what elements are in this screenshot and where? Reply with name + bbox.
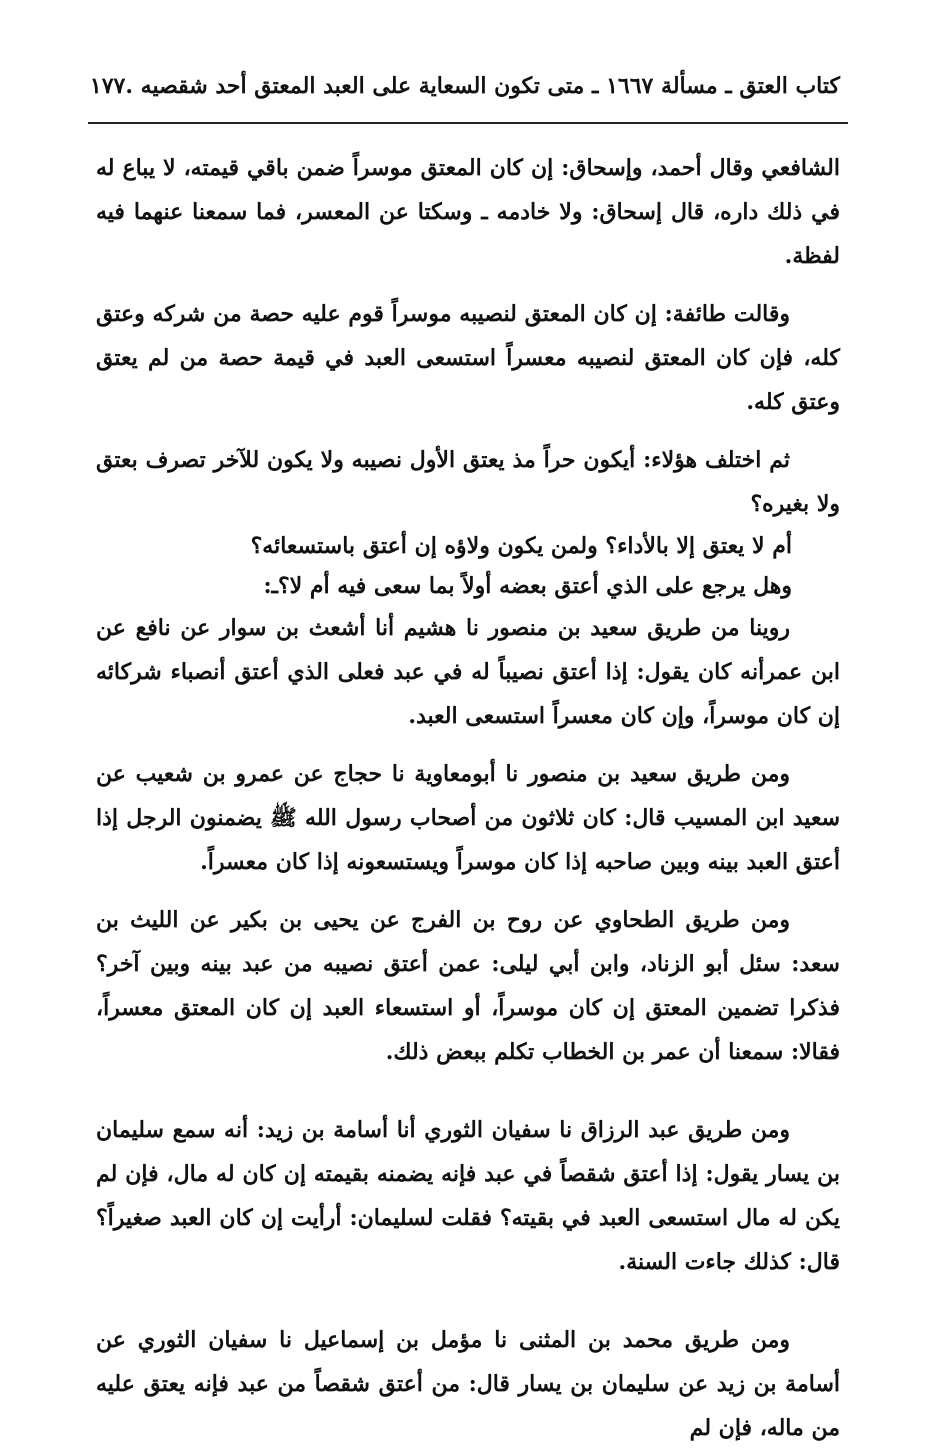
book-page	[89, 66, 841, 1450]
question-line: وهل يرجع على الذي أعتق بعضه أولاً بما سعى فيه أم لا؟ـ:	[263, 573, 792, 599]
paragraph: وقالت طائفة: إن كان المعتق لنصيبه موسراً قوم عليه حصة من شركه وعتق كله، فإن كان المعتق لنصيبه معسراً استسعى العبد في قيمة حصة من لم يعتق وعتق كله.	[96, 301, 840, 415]
question-line: أم لا يعتق إلا بالأداء؟ ولمن يكون ولاؤه إن أعتق باستسعائه؟	[250, 533, 792, 559]
paragraph: الشافعي وقال أحمد، وإسحاق: إن كان المعتق موسراً ضمن باقي قيمته، لا يباع له في ذلك داره، قال إسحاق: ولا خادمه ـ وسكتا عن المعسر، فما سمعنا عنهما فيه لفظة.	[96, 155, 840, 269]
paragraph: ثم اختلف هؤلاء: أيكون حراً مذ يعتق الأول نصيبه ولا يكون للآخر تصرف بعتق ولا بغيره؟	[96, 447, 840, 517]
paragraph: ومن طريق محمد بن المثنى نا مؤمل بن إسماعيل نا سفيان الثوري عن أسامة بن زيد عن سليمان بن يسار قال: من أعتق شقصاً من عبد فإنه يعتق عليه من ماله، فإن لم	[96, 1327, 840, 1441]
page-number: ١٧٧	[89, 73, 126, 99]
page-header	[89, 66, 840, 106]
paragraph: ومن طريق سعيد بن منصور نا أبومعاوية نا حجاج عن عمرو بن شعيب عن سعيد ابن المسيب قال: كان ثلاثون من أصحاب رسول الله ﷺ يضمنون الرجل إذا أعتق العبد بينه وبين صاحبه إذا كان موسراً ويستسعونه إذا كان معسراً.	[96, 761, 840, 875]
running-title: كتاب العتق ـ مسألة ١٦٦٧ ـ متى تكون السعاية على العبد المعتق أحد شقصيه .	[125, 73, 840, 99]
paragraph: روينا من طريق سعيد بن منصور نا هشيم أنا أشعث بن سوار عن نافع عن ابن عمرأنه كان يقول: إذا أعتق نصيباً له في عبد فعلى الذي أعتق أنصباء شركائه إن كان موسراً، وإن كان معسراً استسعى العبد.	[96, 615, 840, 729]
paragraph: ومن طريق الطحاوي عن روح بن الفرج عن يحيى بن بكير عن الليث بن سعد: سئل أبو الزناد، وابن أبي ليلى: عمن أعتق نصيبه من عبد بينه وبين آخر؟ فذكرا تضمين المعتق إن كان موسراً، أو استسعاء العبد إن كان المعتق معسراً، فقالا: سمعنا أن عمر بن الخطاب تكلم ببعض ذلك.	[96, 907, 840, 1065]
paragraph: ومن طريق عبد الرزاق نا سفيان الثوري أنا أسامة بن زيد: أنه سمع سليمان بن يسار يقول: إذا أعتق شقصاً في عبد فإنه يضمنه بقيمته إن كان له مال، فإن لم يكن له مال استسعى العبد في بقيته؟ فقلت لسليمان: أرأيت إن كان العبد صغيراً؟ قال: كذلك جاءت السنة.	[96, 1117, 841, 1275]
header-rule	[88, 122, 848, 124]
